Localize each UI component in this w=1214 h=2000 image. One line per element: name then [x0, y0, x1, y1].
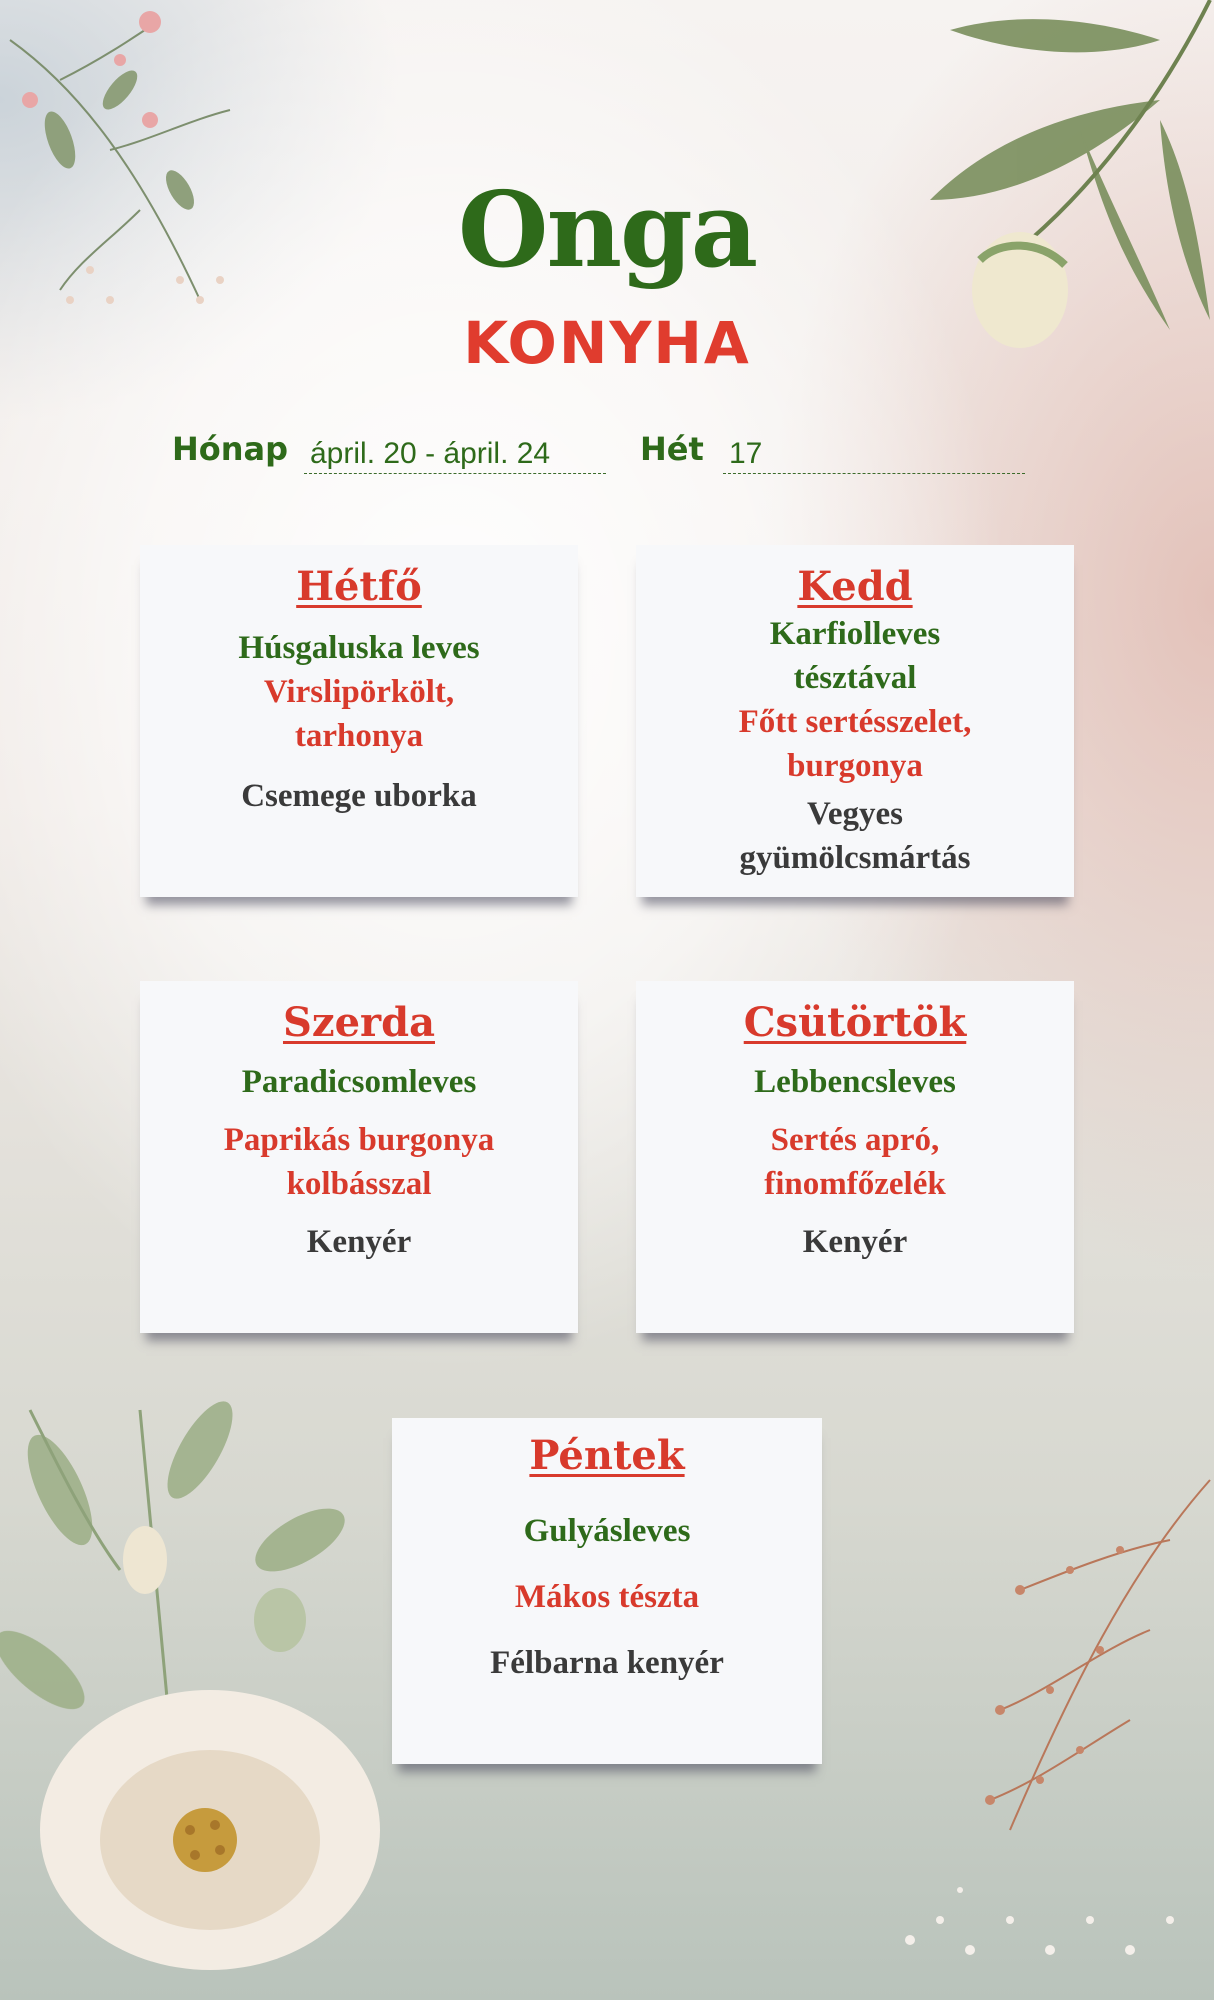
month-value: ápril. 20 - ápril. 24 [304, 434, 606, 474]
soup-item: Húsgaluska leves [238, 630, 480, 666]
main-item: Főtt sertésszelet, burgonya [738, 704, 972, 784]
day-card-monday [140, 545, 578, 897]
main-item: Virslipörkölt, tarhonya [263, 674, 455, 754]
soup-item: Karfiolleves tésztával [769, 616, 941, 696]
day-card-friday [392, 1418, 822, 1764]
page-subtitle: KONYHA [463, 309, 751, 377]
main-item: Paprikás burgonya kolbásszal [223, 1122, 495, 1202]
week-label: Hét [640, 430, 704, 468]
page-title: Onga [457, 168, 757, 291]
main-item: Mákos tészta [514, 1579, 700, 1615]
flower-bottom-left-icon [0, 1370, 420, 2000]
day-card-wednesday [140, 981, 578, 1333]
day-card-thursday [636, 981, 1074, 1333]
soup-item: Paradicsomleves [241, 1064, 477, 1100]
day-title: Kedd [797, 563, 913, 610]
month-label: Hónap [172, 430, 289, 468]
day-card-tuesday [636, 545, 1074, 897]
dried-flowers-bottom-right-icon [870, 1450, 1214, 2000]
soup-item: Lebbencsleves [754, 1064, 956, 1100]
side-item: Kenyér [802, 1224, 908, 1260]
side-item: Csemege uborka [241, 778, 477, 814]
soup-item: Gulyásleves [523, 1513, 691, 1549]
day-title: Péntek [529, 1432, 685, 1479]
side-item: Félbarna kenyér [490, 1645, 724, 1681]
side-item: Vegyes gyümölcsmártás [739, 796, 971, 876]
main-item: Sertés apró, finomfőzelék [764, 1122, 946, 1202]
day-title: Hétfő [296, 563, 422, 610]
side-item: Kenyér [306, 1224, 412, 1260]
day-title: Csütörtök [743, 999, 967, 1046]
week-value: 17 [723, 434, 1025, 474]
day-title: Szerda [282, 999, 435, 1046]
